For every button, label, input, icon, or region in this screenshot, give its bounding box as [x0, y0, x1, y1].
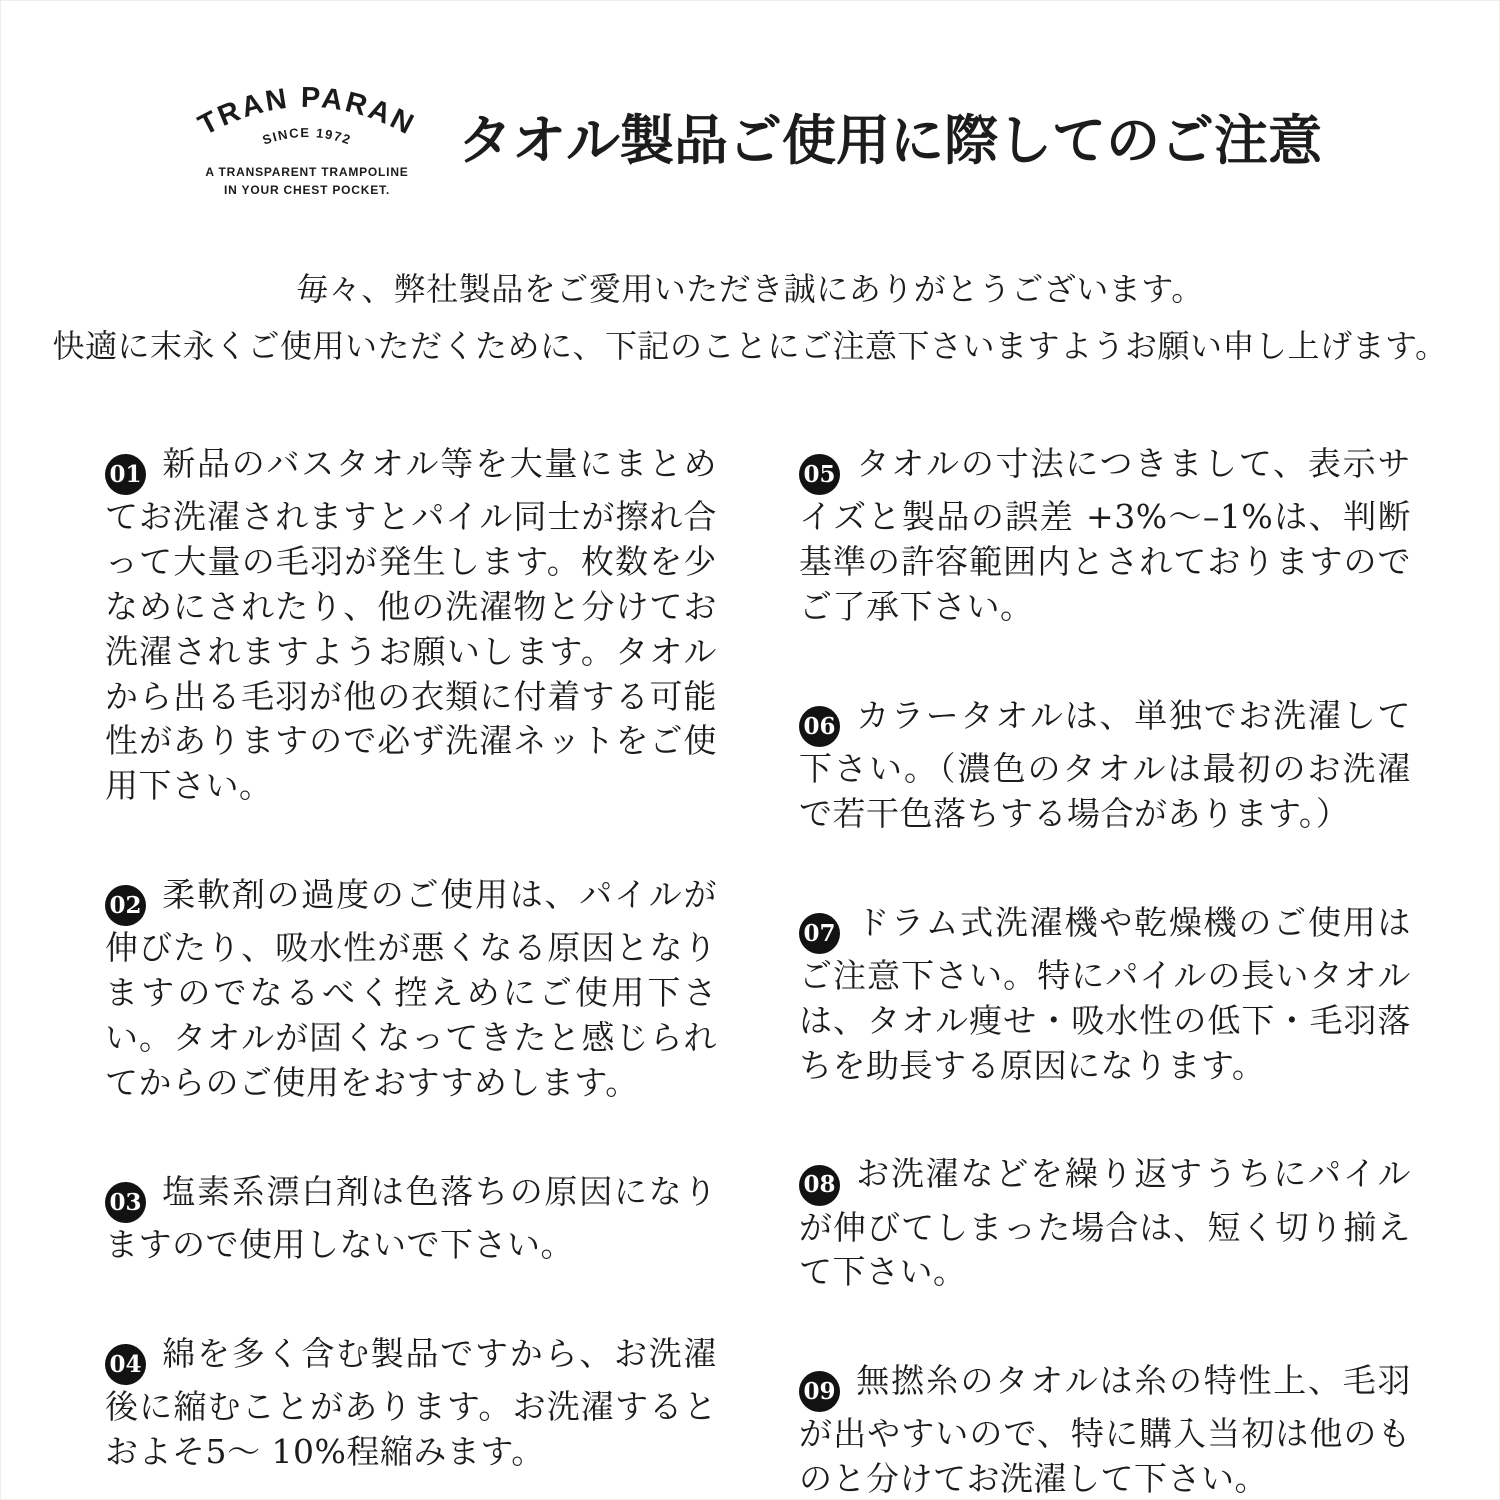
notice-paragraph: [105, 1170, 717, 1268]
svg-text:SINCE 1972: [261, 125, 354, 148]
notice-body-text: 新品のバスタオル等を大量にまとめてお洗濯されますとパイル同士が擦れ合って大量の毛羽が発生します。枚数を少なめにされたり、他の洗濯物と分けてお洗濯されますようお願いします。タオルから出る毛羽が他の衣類に付着する可能性がありますので必ず洗濯ネットをご使用下さい。: [105, 443, 718, 806]
logo-tagline-line2: IN YOUR CHEST POCKET.: [224, 183, 390, 198]
notice-item-03: [105, 1170, 717, 1268]
page-title: タオル製品ご使用に際してのご注意: [458, 108, 1322, 173]
notice-paragraph: [799, 694, 1411, 837]
logo-brand-text: TRAN PARAN: [193, 83, 421, 143]
notice-paragraph: [799, 1152, 1411, 1295]
notice-number-badge: 03: [105, 1182, 146, 1223]
notice-item-07: [799, 901, 1411, 1089]
notice-paragraph: [799, 901, 1411, 1089]
notice-item-04: [105, 1332, 717, 1475]
logo-tagline-line1: A TRANSPARENT TRAMPOLINE: [205, 165, 409, 180]
notice-body-text: お洗濯などを繰り返すうちにパイルが伸びてしまった場合は、短く切り揃えて下さい。: [799, 1154, 1412, 1292]
notice-paragraph: [105, 442, 717, 809]
notice-body-text: ドラム式洗濯機や乾燥機のご使用はご注意下さい。特にパイルの長いタオルは、タオル痩せ・吸水性の低下・毛羽落ちを助長する原因になります。: [799, 902, 1411, 1085]
notice-body-text: 無撚糸のタオルは糸の特性上、毛羽が出やすいので、特に購入当初は他のものと分けてお洗濯して下さい。: [799, 1361, 1411, 1499]
notice-item-05: [799, 442, 1411, 630]
notice-item-08: [799, 1152, 1411, 1295]
notice-paragraph: [799, 442, 1411, 630]
notice-number-badge: 04: [105, 1344, 146, 1385]
intro-line-2: 快適に末永くご使用いただくために、下記のことにご注意下さいますようお願い申し上げます。: [52, 326, 1448, 365]
notice-body-text: 綿を多く含む製品ですから、お洗濯後に縮むことがあります。お洗濯するとおよそ5～ 10%程縮みます。: [105, 1333, 717, 1471]
notice-body-text: カラータオルは、単独でお洗濯して下さい。（濃色のタオルは最初のお洗濯で若干色落ちする場合があります。）: [799, 695, 1411, 833]
notice-number-badge: 06: [799, 706, 840, 747]
notice-number-badge: 01: [105, 454, 146, 495]
intro-line-1: 毎々、弊社製品をご愛用いただき誠にありがとうございます。: [296, 270, 1204, 309]
notice-item-09: [799, 1359, 1411, 1500]
notice-number-badge: 05: [799, 454, 840, 495]
intro-paragraph: [1, 261, 1499, 374]
brand-logo: [178, 83, 436, 197]
notice-body-text: タオルの寸法につきまして、表示サイズと製品の誤差 +3%～–1%は、判断基準の許容範囲内とされておりますのでご了承下さい。: [799, 443, 1411, 626]
notice-body-text: 柔軟剤の過度のご使用は、パイルが伸びたり、吸水性が悪くなる原因となりますのでなるべく控えめにご使用下さい。タオルが固くなってきたと感じられてからのご使用をおすすめします。: [105, 875, 717, 1102]
notice-body-text: 塩素系漂白剤は色落ちの原因になりますので使用しないで下さい。: [105, 1171, 717, 1265]
notice-column-left: [105, 442, 717, 1500]
notice-paragraph: [105, 873, 717, 1106]
notice-item-06: [799, 694, 1411, 837]
notice-item-02: [105, 873, 717, 1106]
notice-number-badge: 09: [799, 1371, 840, 1412]
header: [1, 77, 1499, 203]
notice-item-01: [105, 442, 717, 809]
notice-column-right: [799, 442, 1411, 1500]
notice-paragraph: [105, 1332, 717, 1475]
notice-number-badge: 07: [799, 913, 840, 954]
notice-number-badge: 08: [799, 1165, 840, 1206]
notice-columns: [1, 442, 1499, 1500]
brand-logo-icon: [178, 83, 436, 197]
logo-since-text: SINCE 1972: [260, 125, 354, 148]
notice-number-badge: 02: [105, 885, 146, 926]
notice-paragraph: [799, 1359, 1411, 1500]
